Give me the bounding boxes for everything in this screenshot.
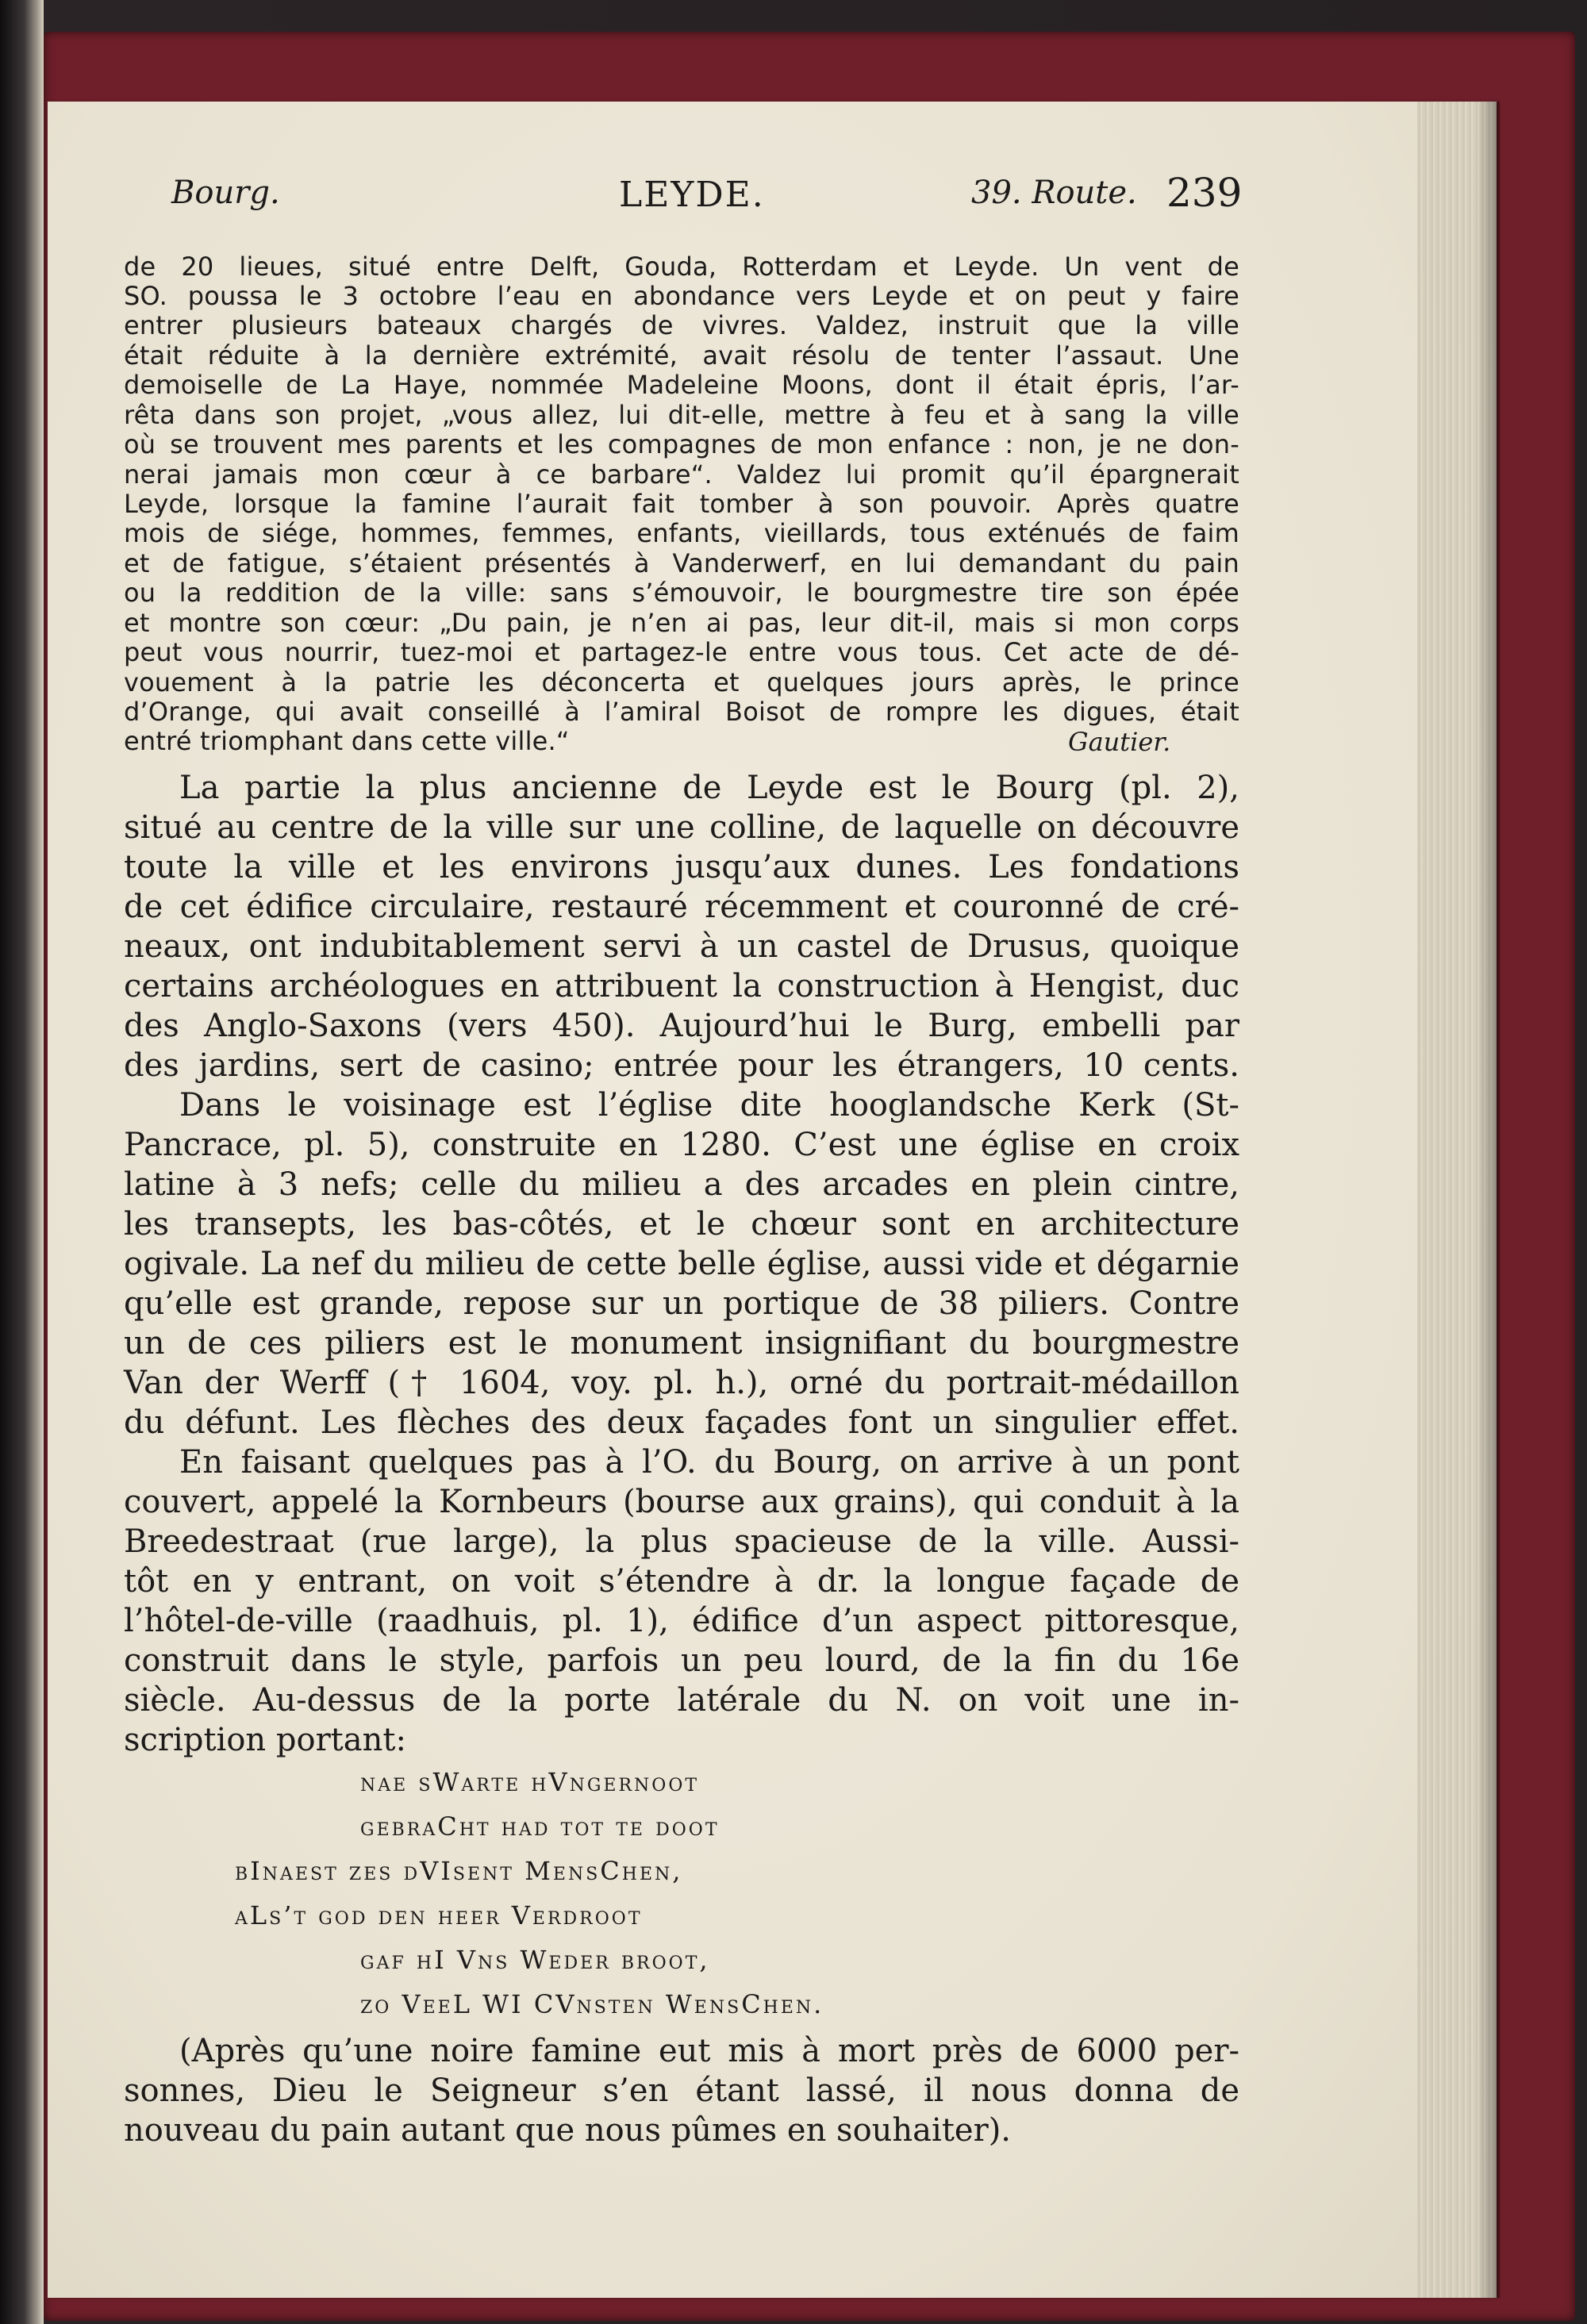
body-text-line: nouveau du pain autant que nous pûmes en souhaiter). — [124, 2112, 1012, 2149]
page-number: 239 — [1166, 170, 1243, 216]
body-text-line: tôt en y entrant, on voit s’étendre à dr. la longue façade de — [124, 1563, 1239, 1600]
small-text-line: d’Orange, qui avait conseillé à l’amiral Boisot de rompre les digues, était — [124, 697, 1239, 727]
inscription-line: nae sWarte hVngernoot — [360, 1767, 700, 1797]
small-text-line: nerai jamais mon cœur à ce barbare“. Valdez lui promit qu’il épargnerait — [124, 459, 1239, 490]
small-text-line: demoiselle de La Haye, nommée Madeleine Moons, dont il était épris, l’ar- — [124, 370, 1239, 400]
small-text-line: SO. poussa le 3 octobre l’eau en abondance vers Leyde et on peut y faire — [124, 281, 1239, 311]
body-text-line: La partie la plus ancienne de Leyde est le Bourg (pl. 2), — [179, 770, 1239, 806]
small-text-line: mois de siége, hommes, femmes, enfants, vieillards, tous exténués de faim — [124, 518, 1239, 548]
body-text-line: neaux, ont indubitablement servi à un castel de Drusus, quoique — [124, 928, 1239, 965]
body-text-line: Dans le voisinage est l’église dite hooglandsche Kerk (St- — [179, 1087, 1239, 1124]
body-text-line: Pancrace, pl. 5), construite en 1280. C’est une église en croix — [124, 1127, 1239, 1163]
small-text-line: et montre son cœur: „Du pain, je n’en ai pas, leur dit-il, mais si mon corps — [124, 608, 1239, 638]
body-text-line: ogivale. La nef du milieu de cette belle église, aussi vide et dégarnie — [124, 1246, 1239, 1282]
inscription-line: aLs’t god den heer Verdroot — [235, 1900, 643, 1930]
small-text-line: Leyde, lorsque la famine l’aurait fait tomber à son pouvoir. Après quatre — [124, 489, 1239, 519]
running-header — [0, 170, 1587, 222]
inscription-line: gebraCht had tot te doot — [360, 1811, 720, 1842]
header-city: LEYDE. — [619, 175, 765, 215]
body-text-line: Breedestraat (rue large), la plus spacieuse de la ville. Aussi- — [124, 1523, 1239, 1560]
body-text-line: du défunt. Les flèches des deux façades font un singulier effet. — [124, 1404, 1239, 1441]
body-text-line: couvert, appelé la Kornbeurs (bourse aux grains), qui conduit à la — [124, 1484, 1239, 1520]
body-text-line: des Anglo-Saxons (vers 450). Aujourd’hui le Burg, embelli par — [124, 1008, 1239, 1044]
inscription-line: gaf hI Vns Weder broot, — [360, 1945, 710, 1975]
body-text-line: certains archéologues en attribuent la construction à Hengist, duc — [124, 968, 1239, 1005]
body-text-line: situé au centre de la ville sur une colline, de laquelle on découvre — [124, 809, 1239, 846]
small-text-line: rêta dans son projet, „vous allez, lui dit-elle, mettre à feu et à sang la ville — [124, 400, 1239, 430]
small-text-line: était réduite à la dernière extrémité, avait résolu de tenter l’assaut. Une — [124, 340, 1239, 371]
body-text-line: qu’elle est grande, repose sur un portique de 38 piliers. Contre — [124, 1285, 1239, 1322]
small-text-line: et de fatigue, s’étaient présentés à Vanderwerf, en lui demandant du pain — [124, 548, 1239, 578]
header-route: 39. Route. — [971, 175, 1137, 211]
body-text-line: un de ces piliers est le monument insignifiant du bourgmestre — [124, 1325, 1239, 1362]
body-text-line: En faisant quelques pas à l’O. du Bourg, on arrive à un pont — [179, 1444, 1239, 1481]
header-section: Bourg. — [171, 175, 280, 211]
body-text-line: (Après qu’une noire famine eut mis à mort près de 6000 per- — [179, 2033, 1239, 2069]
small-text-line: de 20 lieues, situé entre Delft, Gouda, Rotterdam et Leyde. Un vent de — [124, 252, 1239, 282]
body-text-line: l’hôtel-de-ville (raadhuis, pl. 1), édifice d’un aspect pittoresque, — [124, 1603, 1239, 1639]
body-text-line: construit dans le style, parfois un peu lourd, de la fin du 16e — [124, 1642, 1239, 1679]
body-text-line: de cet édifice circulaire, restauré récemment et couronné de cré- — [124, 889, 1239, 925]
body-text-line: toute la ville et les environs jusqu’aux dunes. Les fondations — [124, 849, 1239, 885]
body-text-line: sonnes, Dieu le Seigneur s’en étant lassé, il nous donna de — [124, 2072, 1239, 2109]
body-text-line: siècle. Au-dessus de la porte latérale du N. on voit une in- — [124, 1682, 1239, 1719]
page-gutter-shadow — [1476, 102, 1500, 2298]
body-text-line: scription portant: — [124, 1722, 406, 1758]
body-text-line: des jardins, sert de casino; entrée pour les étrangers, 10 cents. — [124, 1047, 1239, 1084]
left-page-edge — [0, 0, 44, 2324]
small-text-line: peut vous nourrir, tuez-moi et partagez-le entre vous tous. Cet acte de dé- — [124, 637, 1239, 667]
body-text-line: les transepts, les bas-côtés, et le chœur sont en architecture — [124, 1206, 1239, 1243]
inscription-line: bInaest zes dVIsent MensChen, — [235, 1856, 683, 1886]
inscription-line: zo VeeL WI CVnsten WensChen. — [360, 1989, 824, 2019]
small-text-line: où se trouvent mes parents et les compagnes de mon enfance : non, je ne don- — [124, 429, 1239, 459]
small-text-line: ou la reddition de la ville: sans s’émouvoir, le bourgmestre tire son épée — [124, 578, 1239, 608]
small-text-line: entré triomphant dans cette ville.“ — [124, 726, 570, 756]
body-text-line: latine à 3 nefs; celle du milieu a des arcades en plein cintre, — [124, 1166, 1239, 1203]
small-text-line: entrer plusieurs bateaux chargés de vivres. Valdez, instruit que la ville — [124, 310, 1239, 340]
small-text-line: vouement à la patrie les déconcerta et quelques jours après, le prince — [124, 667, 1239, 697]
body-text-line: Van der Werff († 1604, voy. pl. h.), orné du portrait-médaillon — [124, 1365, 1239, 1401]
quote-attribution: Gautier. — [1068, 727, 1171, 757]
